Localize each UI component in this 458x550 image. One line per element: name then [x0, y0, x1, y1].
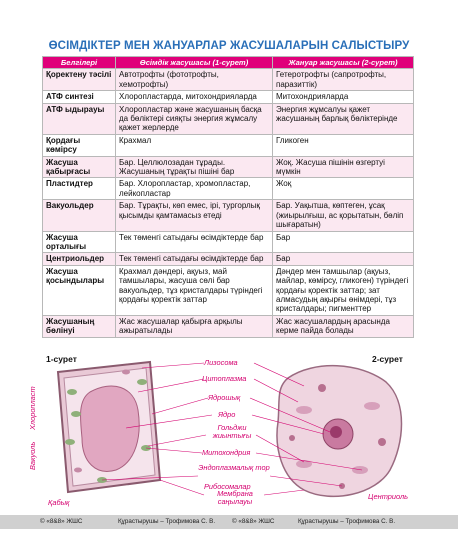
label-membrane: Мембрана саңылауы — [217, 489, 253, 506]
table-row — [43, 103, 414, 134]
row-animal: Гетеротрофты (сапротрофты, паразиттік) — [273, 69, 414, 91]
label-centriole: Центриоль — [368, 492, 409, 501]
label-er: Эндоплазмалық тор — [198, 463, 270, 472]
row-plant: Тек төменгі сатыдағы өсімдіктерде бар — [116, 253, 273, 265]
row-plant: Жас жасушалар қабырға арқылы ажыратылады — [116, 315, 273, 337]
label-golgi: Гольджи жиынтығы — [212, 423, 252, 440]
label-nuclear-membrane: Ядрошық — [208, 393, 241, 402]
row-plant: Хлоропластар және жасушаның басқа да бөліктері сияқты энергия жұмсалу қажет жерлерде — [116, 103, 273, 134]
label-wall: Қабық — [48, 498, 70, 507]
figure-2-label: 2-сурет — [372, 354, 403, 364]
row-animal: Жас жасушалардың арасында керме пайда болады — [273, 315, 414, 337]
comparison-table — [42, 56, 414, 338]
row-feature: АТФ синтезі — [43, 91, 116, 103]
table-row — [43, 178, 414, 200]
footer-authors-left: Құрастырушы – Трофимова С. В. — [118, 518, 216, 525]
label-mitochondria: Митохондрия — [202, 448, 251, 457]
row-feature: Жасуша қабырғасы — [43, 156, 116, 178]
row-feature: Жасушаның бөлінуі — [43, 315, 116, 337]
row-plant: Бар. Целлюлозадан тұрады. Жасушаның тұрақты пішіні бар — [116, 156, 273, 178]
row-animal: Бар — [273, 231, 414, 253]
label-lysosome: Лизосома — [204, 358, 238, 367]
row-animal: Энергия жұмсалуы қажет жасушаның барлық бөліктерінде — [273, 103, 414, 134]
header-feature: Белгілері — [43, 57, 116, 69]
row-plant: Хлоропластарда, митохондрияларда — [116, 91, 273, 103]
row-feature: Қордағы көмірсу — [43, 134, 116, 156]
header-plant: Өсімдік жасушасы (1-сурет) — [116, 57, 273, 69]
row-feature: Қоректену тәсілі — [43, 69, 116, 91]
label-nucleus: Ядро — [218, 410, 236, 419]
row-plant: Крахмал дәндері, ақуыз, май тамшылары, жасуша сөлі бар вакуольдер, тұз кристалдары түріндегі қордағы қоректік заттар — [116, 265, 273, 315]
table-row — [43, 315, 414, 337]
label-vacuole: Вакуоль — [28, 441, 37, 470]
row-animal: Жоқ. Жасуша пішінін өзгертуі мүмкін — [273, 156, 414, 178]
row-feature: Вакуольдер — [43, 200, 116, 231]
row-feature: Центриольдер — [43, 253, 116, 265]
table-row — [43, 134, 414, 156]
label-cytoplasm: Цитоплазма — [202, 374, 247, 383]
row-plant: Тек төменгі сатыдағы өсімдіктерде бар — [116, 231, 273, 253]
row-animal: Митохондрияларда — [273, 91, 414, 103]
table-row — [43, 265, 414, 315]
table-row — [43, 156, 414, 178]
row-plant: Крахмал — [116, 134, 273, 156]
label-ribosomes: Рибосомалар — [204, 482, 251, 491]
figure-1-label: 1-сурет — [46, 354, 77, 364]
table-row — [43, 91, 414, 103]
row-feature: Жасуша қосындылары — [43, 265, 116, 315]
footer — [0, 515, 458, 529]
plant-cell-drawing — [58, 362, 160, 492]
row-animal: Бар — [273, 253, 414, 265]
table-row — [43, 231, 414, 253]
table-row — [43, 200, 414, 231]
row-animal: Бар. Уақытша, көптеген, ұсақ (жиырылғыш, ас қорытатын, бөліп шығаратын) — [273, 200, 414, 231]
table-header-row — [43, 57, 414, 69]
header-animal: Жануар жасушасы (2-сурет) — [273, 57, 414, 69]
row-animal: Гликоген — [273, 134, 414, 156]
row-plant: Бар. Тұрақты, көп емес, ірі, тургорлық қысымды қамтамасыз етеді — [116, 200, 273, 231]
row-feature: Жасуша орталығы — [43, 231, 116, 253]
row-feature: Пластидтер — [43, 178, 116, 200]
label-chloroplast: Хлоропласт — [28, 386, 37, 430]
footer-authors-right: Құрастырушы – Трофимова С. В. — [298, 518, 396, 525]
table-row — [43, 253, 414, 265]
cell-illustration — [28, 352, 414, 510]
row-plant: Автотрофты (фототрофты, хемотрофты) — [116, 69, 273, 91]
row-feature: АТФ ыдырауы — [43, 103, 116, 134]
row-plant: Бар. Хлоропластар, хромопластар, лейкопластар — [116, 178, 273, 200]
footer-company-left: © «8&8» ЖШС — [40, 518, 83, 525]
footer-company-right: © «8&8» ЖШС — [232, 518, 275, 525]
page-title: ӨСІМДІКТЕР МЕН ЖАНУАРЛАР ЖАСУШАЛАРЫН САЛЫСТЫРУ — [48, 40, 410, 52]
row-animal: Жоқ — [273, 178, 414, 200]
table-row — [43, 69, 414, 91]
animal-cell-drawing — [277, 366, 401, 497]
row-animal: Дәндер мен тамшылар (ақуыз, майлар, көмірсу, гликоген) түріндегі қордағы қоректік заттар; зат алмасудың ақырғы өнімдері, тұз кристалдары; пигменттер — [273, 265, 414, 315]
